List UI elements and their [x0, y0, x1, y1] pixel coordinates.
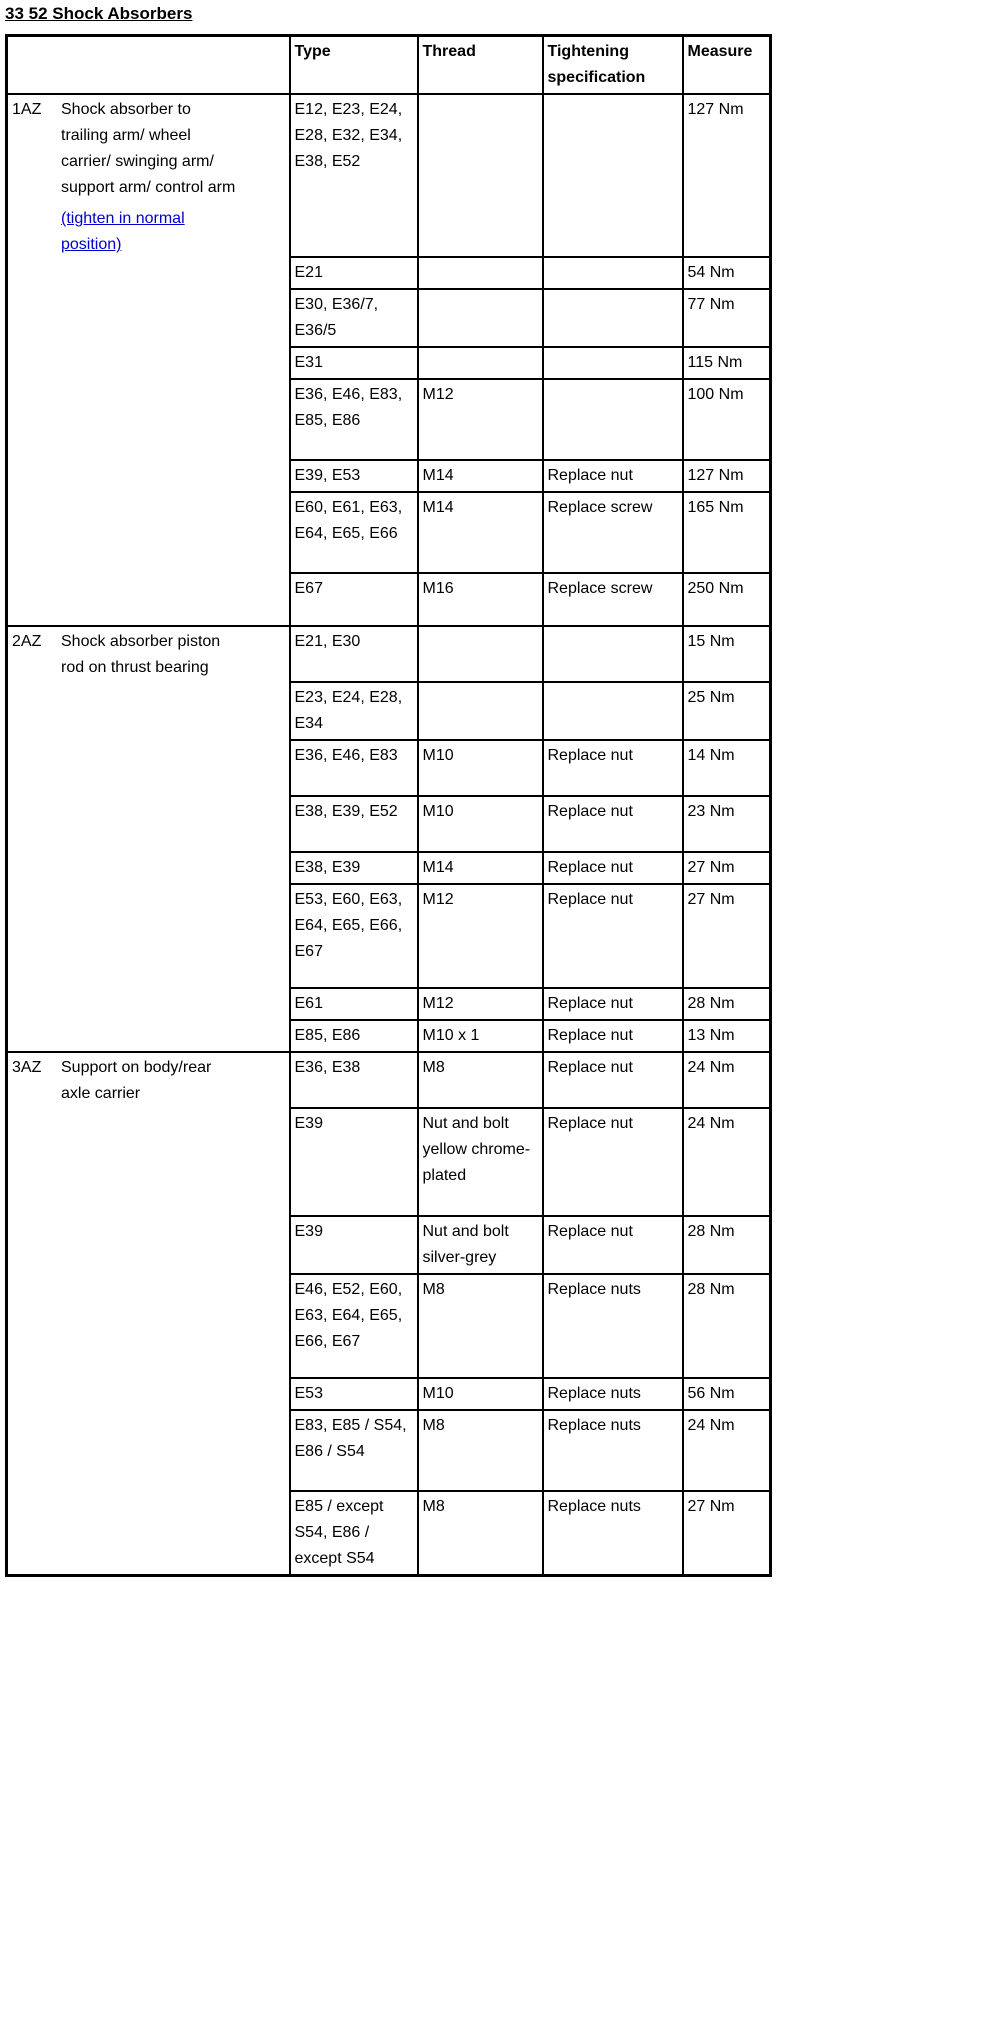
tightening-spec-cell: Replace nut [543, 988, 683, 1020]
header-row [7, 36, 771, 95]
measure-cell: 24 Nm [683, 1108, 771, 1216]
tightening-spec-cell [543, 289, 683, 347]
thread-cell [418, 626, 543, 682]
thread-cell [418, 94, 543, 257]
section-item-cell [7, 94, 290, 626]
thread-cell: M10 x 1 [418, 1020, 543, 1052]
measure-cell: 77 Nm [683, 289, 771, 347]
thread-cell: Nut and bolt yellow chrome-plated [418, 1108, 543, 1216]
tightening-spec-cell: Replace nut [543, 460, 683, 492]
measure-cell: 250 Nm [683, 573, 771, 626]
thread-cell: M10 [418, 1378, 543, 1410]
type-cell: E31 [290, 347, 418, 379]
item-code: 1AZ [12, 101, 42, 118]
thread-cell: M8 [418, 1410, 543, 1491]
measure-cell: 24 Nm [683, 1410, 771, 1491]
type-cell: E85 / except S54, E86 / except S54 [290, 1491, 418, 1576]
type-cell: E39 [290, 1216, 418, 1274]
item-code: 2AZ [12, 633, 42, 650]
tightening-spec-cell: Replace nut [543, 1020, 683, 1052]
type-cell: E67 [290, 573, 418, 626]
table-header [7, 36, 771, 95]
measure-cell: 14 Nm [683, 740, 771, 796]
section-2az [7, 626, 771, 1052]
tightening-spec-cell: Replace nuts [543, 1274, 683, 1378]
tightening-spec-cell: Replace nuts [543, 1378, 683, 1410]
type-cell: E53, E60, E63, E64, E65, E66, E67 [290, 884, 418, 988]
measure-cell: 28 Nm [683, 1274, 771, 1378]
measure-cell: 27 Nm [683, 852, 771, 884]
tightening-spec-cell [543, 626, 683, 682]
thread-cell: M12 [418, 884, 543, 988]
thread-cell [418, 257, 543, 289]
type-cell: E61 [290, 988, 418, 1020]
measure-cell: 28 Nm [683, 1216, 771, 1274]
tightening-spec-cell: Replace nut [543, 852, 683, 884]
page-title: 33 52 Shock Absorbers [5, 4, 193, 23]
thread-cell: M10 [418, 740, 543, 796]
thread-cell: M8 [418, 1274, 543, 1378]
table-row [7, 1052, 771, 1108]
spec-table [5, 34, 772, 1577]
type-cell: E21 [290, 257, 418, 289]
col-header-item [7, 36, 290, 95]
type-cell: E36, E46, E83 [290, 740, 418, 796]
thread-cell: M14 [418, 852, 543, 884]
thread-cell: M14 [418, 492, 543, 573]
type-cell: E39 [290, 1108, 418, 1216]
measure-cell: 56 Nm [683, 1378, 771, 1410]
item-description: Shock absorber to trailing arm/ wheel carrier/ swinging arm/ support arm/ control arm [61, 101, 236, 196]
tightening-spec-cell [543, 257, 683, 289]
type-cell: E60, E61, E63, E64, E65, E66 [290, 492, 418, 573]
tightening-spec-cell: Replace nut [543, 1108, 683, 1216]
section-3az [7, 1052, 771, 1576]
type-cell: E85, E86 [290, 1020, 418, 1052]
tightening-spec-cell: Replace nut [543, 884, 683, 988]
type-cell: E36, E38 [290, 1052, 418, 1108]
section-item-cell [7, 1052, 290, 1576]
col-header-tightening-specification: Tightening specification [543, 36, 683, 95]
type-cell: E30, E36/7, E36/5 [290, 289, 418, 347]
tightening-spec-cell [543, 682, 683, 740]
thread-cell: M8 [418, 1491, 543, 1576]
measure-cell: 13 Nm [683, 1020, 771, 1052]
type-cell: E21, E30 [290, 626, 418, 682]
type-cell: E53 [290, 1378, 418, 1410]
measure-cell: 27 Nm [683, 884, 771, 988]
thread-cell: M12 [418, 379, 543, 460]
measure-cell: 127 Nm [683, 460, 771, 492]
table-row [7, 94, 771, 257]
type-cell: E12, E23, E24, E28, E32, E34, E38, E52 [290, 94, 418, 257]
measure-cell: 115 Nm [683, 347, 771, 379]
type-cell: E38, E39 [290, 852, 418, 884]
type-cell: E46, E52, E60, E63, E64, E65, E66, E67 [290, 1274, 418, 1378]
measure-cell: 28 Nm [683, 988, 771, 1020]
tightening-spec-cell: Replace nut [543, 796, 683, 852]
type-cell: E38, E39, E52 [290, 796, 418, 852]
thread-cell: Nut and bolt silver-grey [418, 1216, 543, 1274]
thread-cell [418, 347, 543, 379]
measure-cell: 165 Nm [683, 492, 771, 573]
tightening-spec-cell [543, 379, 683, 460]
type-cell: E23, E24, E28, E34 [290, 682, 418, 740]
measure-cell: 100 Nm [683, 379, 771, 460]
measure-cell: 27 Nm [683, 1491, 771, 1576]
thread-cell: M14 [418, 460, 543, 492]
measure-cell: 127 Nm [683, 94, 771, 257]
item-code: 3AZ [12, 1059, 42, 1076]
col-header-measure: Measure [683, 36, 771, 95]
type-cell: E39, E53 [290, 460, 418, 492]
thread-cell [418, 289, 543, 347]
tightening-spec-cell: Replace nut [543, 1216, 683, 1274]
tightening-spec-cell: Replace nut [543, 740, 683, 796]
tightening-spec-cell [543, 347, 683, 379]
tightening-spec-cell [543, 94, 683, 257]
thread-cell: M10 [418, 796, 543, 852]
thread-cell: M16 [418, 573, 543, 626]
measure-cell: 25 Nm [683, 682, 771, 740]
thread-cell [418, 682, 543, 740]
measure-cell: 54 Nm [683, 257, 771, 289]
type-cell: E36, E46, E83, E85, E86 [290, 379, 418, 460]
item-description: Shock absorber piston rod on thrust bearing [61, 633, 221, 676]
section-item-cell [7, 626, 290, 1052]
tightening-spec-cell: Replace nuts [543, 1491, 683, 1576]
thread-cell: M12 [418, 988, 543, 1020]
col-header-thread: Thread [418, 36, 543, 95]
item-description: Support on body/rear axle carrier [61, 1059, 212, 1102]
measure-cell: 23 Nm [683, 796, 771, 852]
tightening-spec-cell: Replace nut [543, 1052, 683, 1108]
section-1az [7, 94, 771, 626]
tightening-spec-cell: Replace screw [543, 492, 683, 573]
col-header-type: Type [290, 36, 418, 95]
tighten-normal-position-link[interactable]: (tighten in normal position) [61, 210, 185, 253]
type-cell: E83, E85 / S54, E86 / S54 [290, 1410, 418, 1491]
measure-cell: 15 Nm [683, 626, 771, 682]
measure-cell: 24 Nm [683, 1052, 771, 1108]
table-row [7, 626, 771, 682]
thread-cell: M8 [418, 1052, 543, 1108]
tightening-spec-cell: Replace screw [543, 573, 683, 626]
tightening-spec-cell: Replace nuts [543, 1410, 683, 1491]
